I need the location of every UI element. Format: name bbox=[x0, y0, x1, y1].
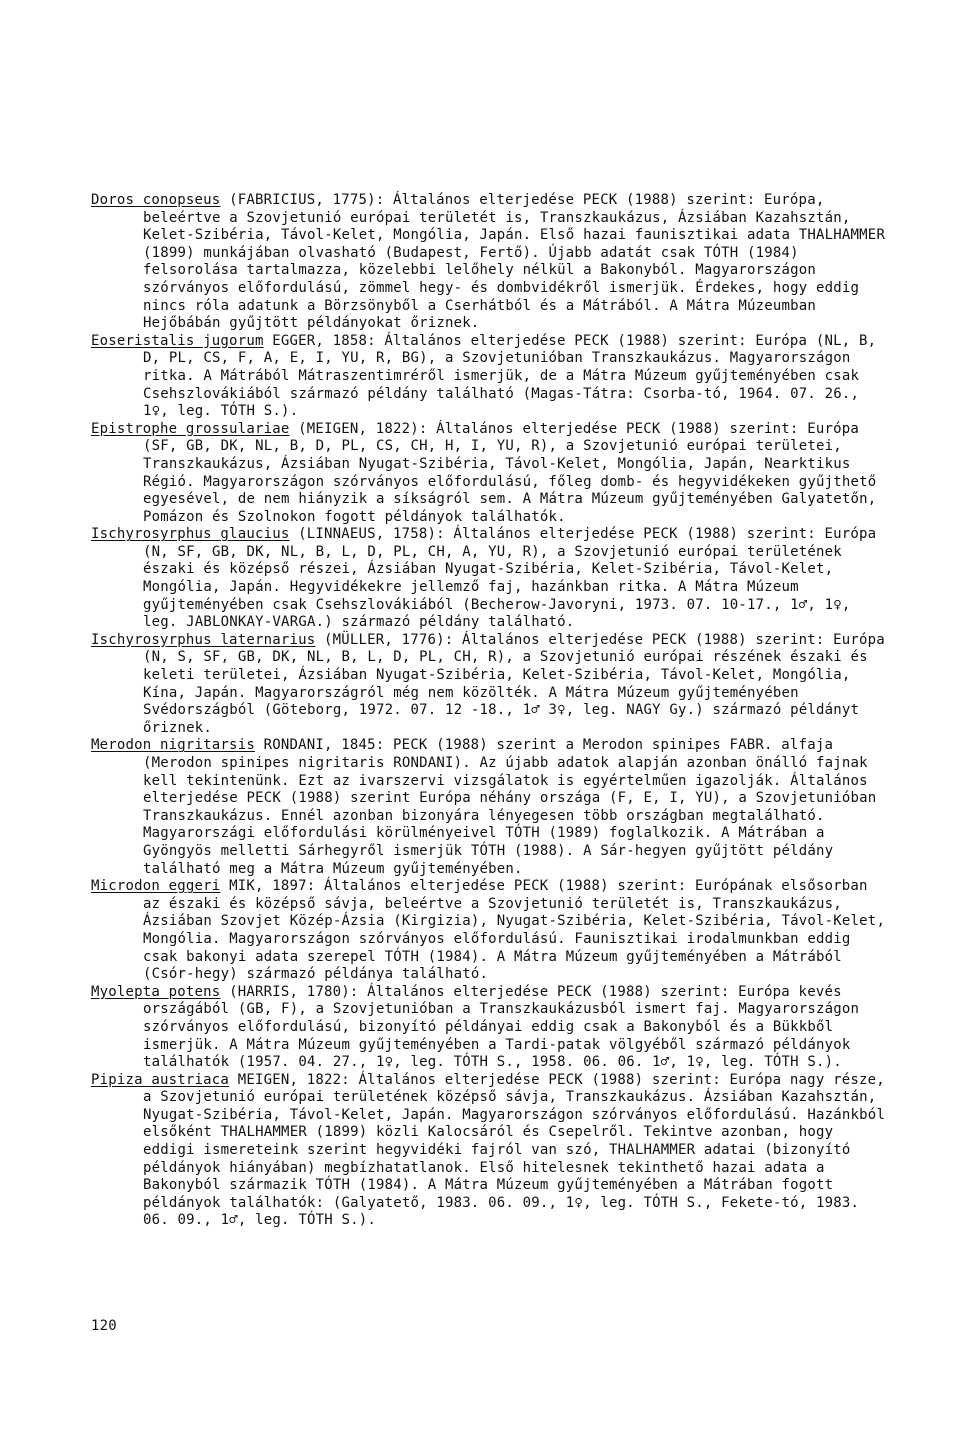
species-entry bbox=[91, 737, 891, 878]
species-entry bbox=[91, 878, 891, 984]
species-name: Microdon eggeri bbox=[91, 878, 221, 895]
species-description: (MÜLLER, 1776): Általános elterjedése PECK (1988) szerint: Európa (N, S, SF, GB, DK, NL, B, L, D, PL, CH, R), a Szovjetunió európai részének északi és keleti területei, Ázsiában Nyugat-Szibéria, Kelet-Szibéria, Távol-Kelet, Mongólia, Kína, Japán. Magyarországról még nem közölték. A Mátra Múzeum gyűjteményében Svédországból (Göteborg, 1972. 07. 12 -18., 1♂ 3♀, leg. NAGY Gy.) származó példányt őriznek. bbox=[143, 631, 885, 736]
species-name: Eoseristalis jugorum bbox=[91, 332, 264, 349]
species-name: Epistrophe grossulariae bbox=[91, 420, 290, 437]
species-entry bbox=[91, 526, 891, 632]
species-entry-list bbox=[91, 192, 891, 1230]
species-name: Pipiza austriaca bbox=[91, 1071, 230, 1088]
species-entry bbox=[91, 333, 891, 421]
species-entry bbox=[91, 1072, 891, 1230]
species-entry bbox=[91, 421, 891, 527]
page-number: 120 bbox=[91, 1318, 117, 1334]
species-description: (MEIGEN, 1822): Általános elterjedése PECK (1988) szerint: Európa (SF, GB, DK, NL, B, D, PL, CS, CH, H, I, YU, R), a Szovjetunió európai területei, Transzkaukázus, Ázsiában Nyugat-Szibéria, Távol-Kelet, Mongólia, Japán, Nearktikus Régió. Magyarországon szórványos előfordulású, főleg domb- és hegyvidékeken gyűjthető egyesével, de nem hiányzik a síkságról sem. A Mátra Múzeum gyűjteményében Galyatetőn, Pomázon és Szolnokon fogott példányok találhatók. bbox=[143, 420, 877, 525]
species-description: (LINNAEUS, 1758): Általános elterjedése PECK (1988) szerint: Európa (N, SF, GB, DK, NL, B, L, D, PL, CH, A, YU, R), a Szovjetunió európai területének északi és középső részei, Ázsiában Nyugat-Szibéria, Kelet-Szibéria, Távol-Kelet, Mongólia, Japán. Hegyvidékekre jellemző faj, hazánkban ritka. A Mátra Múzeum gyűjteményében csak Csehszlovákiából (Becherow-Javoryni, 1973. 07. 10-17., 1♂, 1♀, leg. JABLONKAY-VARGA.) származó példány található. bbox=[143, 526, 877, 631]
species-name: Merodon nigritarsis bbox=[91, 737, 255, 754]
species-description: MIK, 1897: Általános elterjedése PECK (1988) szerint: Európának elsősorban az északi és középső sávja, beleértve a Szovjetunió területét is, Transzkaukázus, Ázsiában Szovjet Közép-Ázsia (Kirgizia), Nyugat-Szibéria, Kelet-Szibéria, Távol-Kelet, Mongólia. Magyarországon szórványos előfordulású. Faunisztikai irodalmunkban eddig csak bakonyi adata szerepel TÓTH (1984). A Mátra Múzeum gyűjteményében a Mátrából (Csór-hegy) származó példánya található. bbox=[143, 878, 886, 983]
species-name: Myolepta potens bbox=[91, 983, 221, 1000]
species-name: Doros conopseus bbox=[91, 192, 221, 208]
species-name: Ischyrosyrphus laternarius bbox=[91, 631, 316, 648]
species-entry bbox=[91, 632, 891, 738]
species-description: (FABRICIUS, 1775): Általános elterjedése PECK (1988) szerint: Európa, beleértve a Szovjetunió európai területét is, Transzkaukázus, Ázsiában Kazahsztán, Kelet-Szibéria, Távol-Kelet, Mongólia, Japán. Első hazai faunisztikai adata THALHAMMER (1899) munkájában olvasható (Budapest, Fertő). Újabb adatát csak TÓTH (1984) felsorolása tartalmazza, közelebbi lelőhely nélkül a Bakonyból. Magyarországon szórványos előfordulású, zömmel hegy- és dombvidékről ismerjük. Érdekes, hogy eddig nincs róla adatunk a Börzsönyből a Cserhátból és a Mátrából. A Mátra Múzeumban Hejőbábán gyűjtött példányokat őriznek. bbox=[143, 192, 886, 332]
species-description: MEIGEN, 1822: Általános elterjedése PECK (1988) szerint: Európa nagy része, a Szovjetunió európai területének középső sávja, Transzkaukázus. Ázsiában Kazahsztán, Nyugat-Szibéria, Távol-Kelet, Japán. Magyarországon szórványos előfordulású. Hazánkból elsőként THALHAMMER (1899) közli Kalocsáról és Csepelről. Tekintve azonban, hogy eddigi ismereteink szerint hegyvidéki fajról van szó, THALHAMMER adatai (bizonyító példányok hiányában) megbízhatatlanok. Első hitelesnek tekinthető hazai adata a Bakonyból származik TÓTH (1984). A Mátra Múzeum gyűjteményében a Mátrában fogott példányok találhatók: (Galyatető, 1983. 06. 09., 1♀, leg. TÓTH S., Fekete-tó, 1983. 06. 09., 1♂, leg. TÓTH S.). bbox=[143, 1071, 886, 1229]
species-entry bbox=[91, 192, 891, 333]
species-description: (HARRIS, 1780): Általános elterjedése PECK (1988) szerint: Európa kevés országából (GB, F), a Szovjetunióban a Transzkaukázusból ismert faj. Magyarországon szórványos előfordulású, bizonyító példányai eddig csak a Bakonyból és a Bükkből ismerjük. A Mátra Múzeum gyűjteményében a Tardi-patak völgyéből származó példányok találhatók (1957. 04. 27., 1♀, leg. TÓTH S., 1958. 06. 06. 1♂, 1♀, leg. TÓTH S.). bbox=[143, 983, 860, 1071]
species-description: EGGER, 1858: Általános elterjedése PECK (1988) szerint: Európa (NL, B, D, PL, CS, F, A, E, I, YU, R, BG), a Szovjetunióban Transzkaukázus. Magyarországon ritka. A Mátrából Mátraszentimréről ismerjük, de a Mátra Múzeum gyűjteményében csak Csehszlovákiából származó példány található (Magas-Tátra: Csorba-tó, 1964. 07. 26., 1♀, leg. TÓTH S.). bbox=[143, 332, 877, 420]
species-entry bbox=[91, 984, 891, 1072]
species-name: Ischyrosyrphus glaucius bbox=[91, 526, 290, 543]
species-description: RONDANI, 1845: PECK (1988) szerint a Merodon spinipes FABR. alfaja (Merodon spinipes nigritaris RONDANI). Az újabb adatok alapján azonban önálló fajnak kell tekintenünk. Ezt az ivarszervi vizsgálatok is egyértelműen igazolják. Általános elterjedése PECK (1988) szerint Európa néhány országa (F, E, I, YU), a Szovjetunióban Transzkaukázus. Ennél azonban bizonyára lényegesen több országban megtalálható. Magyarországi előfordulási körülményeivel TÓTH (1989) foglalkozik. A Mátrában a Gyöngyös melletti Sárhegyről ismerjük TÓTH (1988). A Sár-hegyen gyűjtött példány található meg a Mátra Múzeum gyűjteményében. bbox=[143, 737, 877, 877]
